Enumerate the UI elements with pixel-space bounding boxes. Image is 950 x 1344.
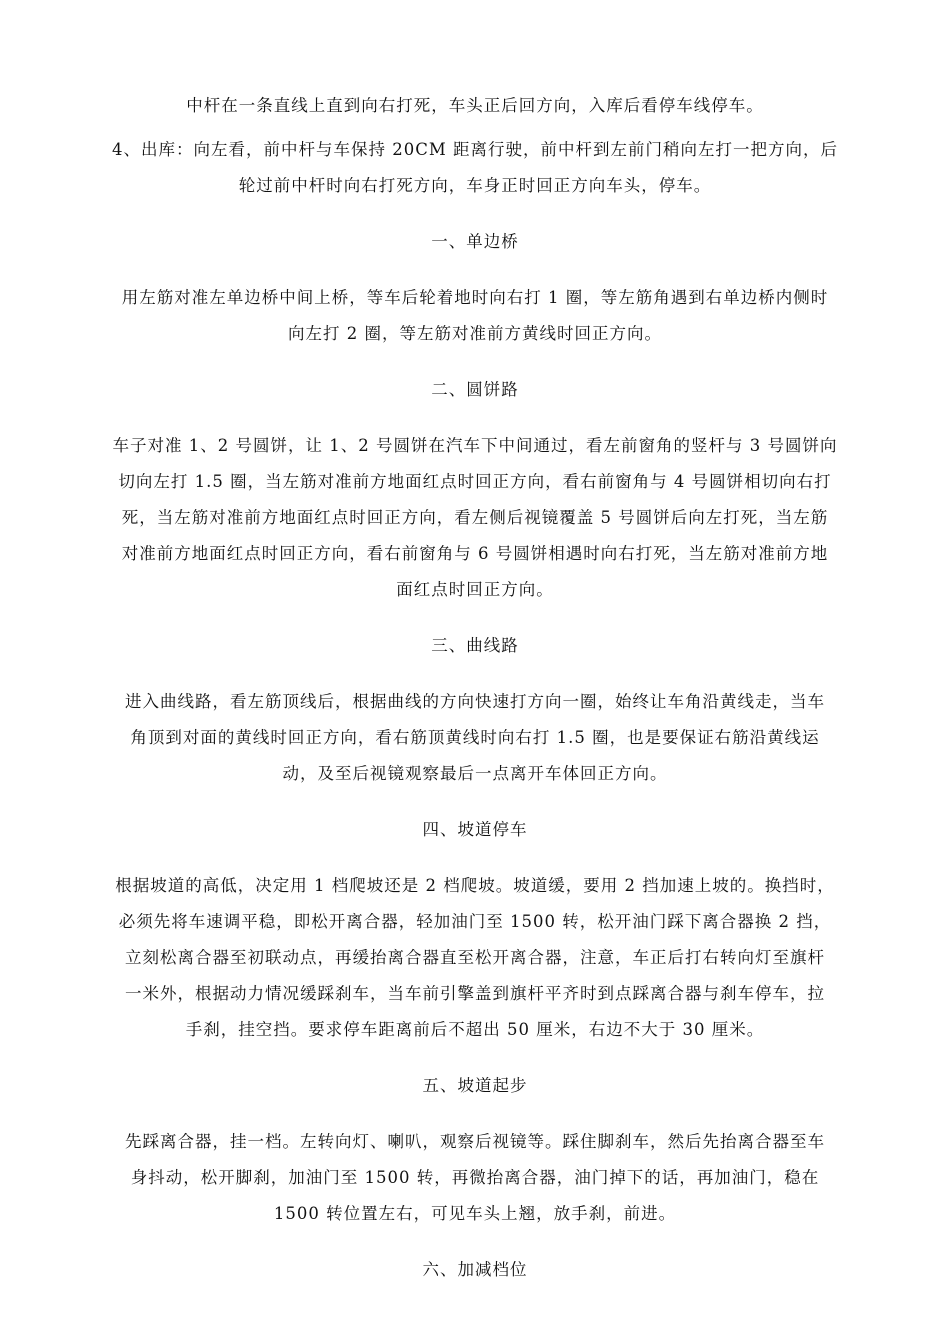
paragraph-line: 向左打 2 圈，等左筋对准前方黄线时回正方向。 (288, 324, 662, 343)
section-heading: 三、曲线路 (431, 636, 519, 655)
paragraph-line: 4、出库：向左看，前中杆与车保持 20CM 距离行驶，前中杆到左前门稍向左打一把方向，后 (111, 140, 838, 159)
paragraph-line: 面红点时回正方向。 (396, 580, 554, 599)
paragraph-line: 轮过前中杆时向右打死方向，车身正时回正方向车头，停车。 (238, 176, 712, 195)
section-heading: 五、坡道起步 (422, 1076, 528, 1095)
paragraph-line: 先踩离合器，挂一档。左转向灯、喇叭，观察后视镜等。踩住脚刹车，然后先抬离合器至车 (125, 1132, 825, 1151)
paragraph-line: 手刹，挂空挡。要求停车距离前后不超出 50 厘米，右边不大于 30 厘米。 (185, 1020, 765, 1039)
paragraph-line: 1500 转位置左右，可见车头上翘，放手刹，前进。 (273, 1204, 677, 1223)
section-heading: 二、圆饼路 (431, 380, 519, 399)
section-heading: 四、坡道停车 (422, 820, 528, 839)
paragraph-line: 立刻松离合器至初联动点，再缓抬离合器直至松开离合器，注意，车正后打右转向灯至旗杆 (125, 948, 825, 967)
paragraph-line: 死，当左筋对准前方地面红点时回正方向，看左侧后视镜覆盖 5 号圆饼后向左打死，当左筋 (121, 508, 829, 527)
paragraph-line: 根据坡道的高低，决定用 1 档爬坡还是 2 档爬坡。坡道缓，要用 2 挡加速上坡的。换挡时， (115, 876, 835, 895)
paragraph-line: 动，及至后视镜观察最后一点离开车体回正方向。 (282, 764, 668, 783)
document-page (92, 88, 858, 1288)
paragraph-line: 切向左打 1.5 圈，当左筋对准前方地面红点时回正方向，看右前窗角与 4 号圆饼相切向右打 (118, 472, 832, 491)
paragraph-line: 一米外，根据动力情况缓踩刹车，当车前引擎盖到旗杆平齐时到点踩离合器与刹车停车，拉 (125, 984, 825, 1003)
paragraph-line: 中杆在一条直线上直到向右打死，车头正后回方向，入库后看停车线停车。 (186, 96, 764, 115)
paragraph-line: 用左筋对准左单边桥中间上桥，等车后轮着地时向右打 1 圈，等左筋角遇到右单边桥内侧时 (121, 288, 829, 307)
paragraph-line: 车子对准 1、2 号圆饼，让 1、2 号圆饼在汽车下中间通过，看左前窗角的竖杆与 3 号圆饼向 (112, 436, 838, 455)
paragraph-line: 对准前方地面红点时回正方向，看右前窗角与 6 号圆饼相遇时向右打死，当左筋对准前方地 (121, 544, 829, 563)
section-heading: 六、加减档位 (422, 1260, 528, 1279)
paragraph-line: 进入曲线路，看左筋顶线后，根据曲线的方向快速打方向一圈，始终让车角沿黄线走，当车 (125, 692, 825, 711)
paragraph-line: 身抖动，松开脚刹，加油门至 1500 转，再微抬离合器，油门掉下的话，再加油门，稳在 (130, 1168, 820, 1187)
paragraph-line: 角顶到对面的黄线时回正方向，看右筋顶黄线时向右打 1.5 圈，也是要保证右筋沿黄线运 (130, 728, 820, 747)
section-heading: 一、单边桥 (431, 232, 519, 251)
paragraph-line: 必须先将车速调平稳，即松开离合器，轻加油门至 1500 转，松开油门踩下离合器换 2 挡， (118, 912, 832, 931)
